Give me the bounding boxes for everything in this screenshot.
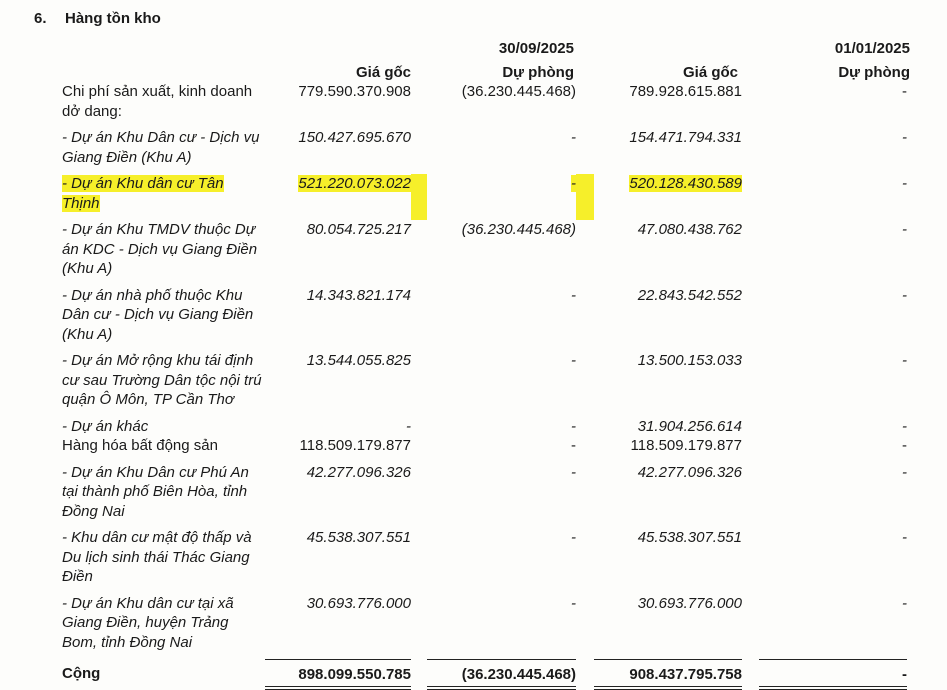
- row-label: [62, 594, 265, 660]
- provision-current-cell-text: -: [571, 463, 576, 481]
- cost-previous-cell-text: 30.693.776.000: [637, 594, 742, 612]
- provision-current-cell: [427, 82, 576, 128]
- spacer-cell: [576, 128, 594, 174]
- spacer-cell: [742, 659, 759, 688]
- provision-current-cell: [427, 659, 576, 688]
- period-previous-header: 01/01/2025: [834, 40, 910, 57]
- cost-current-cell: [265, 417, 411, 437]
- row-label-text: Hàng hóa bất động sản: [62, 437, 218, 454]
- cost-previous-cell-text: 13.500.153.033: [637, 352, 742, 369]
- provision-current-cell-text: -: [571, 594, 576, 612]
- cost-current-cell-text: 779.590.370.908: [298, 83, 411, 100]
- cost-current-cell-text: 30.693.776.000: [306, 594, 411, 612]
- spacer-cell: [411, 528, 427, 594]
- spacer-cell: [411, 220, 427, 286]
- cost-previous-cell-text: 45.538.307.551: [637, 529, 742, 546]
- provision-current-cell-text: (36.230.445.468): [461, 221, 576, 238]
- spacer-cell: [742, 128, 759, 174]
- table-row: [62, 463, 907, 529]
- spacer-cell: [411, 82, 427, 128]
- cost-previous-cell-text: 520.128.430.589: [629, 175, 742, 192]
- spacer-cell: [411, 659, 427, 688]
- provision-previous-cell: [759, 463, 907, 529]
- row-label-text: - Dự án Khu dân cư Tân Thịnh: [62, 175, 224, 212]
- spacer-cell: [576, 463, 594, 529]
- provision-previous-cell-text: -: [902, 594, 907, 612]
- cost-current-cell: [265, 528, 411, 594]
- cost-previous-cell: [594, 436, 742, 463]
- row-label: [62, 417, 265, 437]
- provision-current-cell: [427, 594, 576, 660]
- provision-previous-cell-text: -: [902, 129, 907, 146]
- spacer-cell: [742, 528, 759, 594]
- cost-current-cell: [265, 659, 411, 688]
- table-row: [62, 594, 907, 660]
- cost-previous-cell-text: 154.471.794.331: [629, 129, 742, 146]
- col-cost-previous: Giá gốc: [682, 64, 738, 81]
- cost-current-cell-text: 521.220.073.022: [298, 175, 411, 192]
- provision-previous-cell: [759, 220, 907, 286]
- provision-previous-cell: [759, 594, 907, 660]
- provision-current-cell-text: (36.230.445.468): [461, 665, 576, 683]
- provision-previous-cell-text: -: [902, 175, 907, 192]
- provision-current-cell: [427, 417, 576, 437]
- row-label: [62, 351, 265, 417]
- row-label-text: Cộng: [62, 665, 101, 682]
- spacer-cell: [576, 528, 594, 594]
- row-label: [62, 659, 265, 688]
- provision-current-cell-text: -: [571, 529, 576, 546]
- provision-previous-cell-text: -: [902, 437, 907, 454]
- cost-current-cell-text: 45.538.307.551: [306, 529, 411, 546]
- table-row: [62, 220, 907, 286]
- provision-previous-cell: [759, 82, 907, 128]
- cost-current-cell-text: 150.427.695.670: [298, 129, 411, 146]
- cost-current-cell-text: 118.509.179.877: [299, 437, 411, 454]
- provision-previous-cell: [759, 351, 907, 417]
- col-cost-current: Giá gốc: [355, 64, 411, 81]
- table-row: [62, 417, 907, 437]
- spacer-cell: [411, 594, 427, 660]
- cost-previous-cell: [594, 286, 742, 352]
- spacer-cell: [411, 174, 427, 220]
- spacer-cell: [576, 594, 594, 660]
- spacer-cell: [742, 174, 759, 220]
- provision-current-cell: [427, 174, 576, 220]
- provision-current-cell: [427, 463, 576, 529]
- row-label-text: - Dự án Khu TMDV thuộc Dự án KDC - Dịch vụ Giang Điền (Khu A): [62, 221, 258, 277]
- table-row: [62, 528, 907, 594]
- provision-previous-cell: [759, 174, 907, 220]
- spacer-cell: [742, 82, 759, 128]
- cost-previous-cell-text: 118.509.179.877: [630, 437, 742, 454]
- cost-previous-cell: [594, 659, 742, 688]
- spacer-cell: [742, 351, 759, 417]
- cost-current-cell: [265, 594, 411, 660]
- provision-previous-cell: [759, 286, 907, 352]
- cost-previous-cell: [594, 463, 742, 529]
- cost-previous-cell: [594, 351, 742, 417]
- row-label: [62, 128, 265, 174]
- spacer-cell: [411, 286, 427, 352]
- spacer-cell: [576, 220, 594, 286]
- provision-previous-cell: [759, 128, 907, 174]
- col-provision-current: Dự phòng: [502, 64, 574, 81]
- section-title: Hàng tồn kho: [65, 10, 161, 27]
- provision-current-cell: [427, 351, 576, 417]
- row-label-text: - Dự án Khu Dân cư Phú An tại thành phố Biên Hòa, tỉnh Đồng Nai: [62, 463, 249, 520]
- inventory-table: [62, 82, 907, 690]
- cost-current-cell: [265, 436, 411, 463]
- cost-current-cell: [265, 82, 411, 128]
- spacer-cell: [742, 594, 759, 660]
- spacer-cell: [742, 220, 759, 286]
- row-label: [62, 174, 265, 220]
- spacer-cell: [411, 436, 427, 463]
- spacer-cell: [411, 417, 427, 437]
- spacer-cell: [742, 286, 759, 352]
- cost-previous-cell-text: 789.928.615.881: [629, 83, 742, 100]
- cost-current-cell: [265, 220, 411, 286]
- table-row: [62, 128, 907, 174]
- section-number: 6.: [34, 10, 47, 27]
- cost-previous-cell: [594, 174, 742, 220]
- period-current-header: 30/09/2025: [498, 40, 574, 57]
- cost-current-cell-text: 13.544.055.825: [306, 352, 411, 369]
- cost-previous-cell: [594, 417, 742, 437]
- spacer-cell: [576, 351, 594, 417]
- row-label-text: - Khu dân cư mật độ thấp và Du lịch sinh thái Thác Giang Điền: [62, 529, 252, 585]
- table-row: [62, 174, 907, 220]
- provision-current-cell-text: -: [571, 129, 576, 146]
- cost-previous-cell: [594, 594, 742, 660]
- spacer-cell: [411, 463, 427, 529]
- provision-current-cell-text: -: [571, 286, 576, 304]
- cost-current-cell: [265, 463, 411, 529]
- provision-previous-cell-text: -: [902, 286, 907, 304]
- section-heading: [34, 10, 161, 27]
- provision-current-cell-text: (36.230.445.468): [461, 83, 576, 100]
- spacer-cell: [411, 351, 427, 417]
- table-row: [62, 436, 907, 463]
- row-label-text: Chi phí sản xuất, kinh doanh dở dang:: [62, 83, 253, 120]
- cost-previous-cell-text: 42.277.096.326: [637, 463, 742, 481]
- spacer-cell: [576, 286, 594, 352]
- provision-previous-cell: [759, 417, 907, 437]
- cost-current-cell-text: -: [406, 417, 411, 435]
- provision-previous-cell: [759, 528, 907, 594]
- inventory-rows: [62, 82, 907, 688]
- cost-previous-cell-text: 47.080.438.762: [637, 221, 742, 238]
- spacer-cell: [576, 417, 594, 437]
- provision-previous-cell-text: -: [902, 529, 907, 546]
- row-label: [62, 220, 265, 286]
- row-label: [62, 436, 265, 463]
- spacer-cell: [576, 82, 594, 128]
- col-provision-previous: Dự phòng: [838, 64, 910, 81]
- spacer-cell: [742, 436, 759, 463]
- provision-current-cell: [427, 220, 576, 286]
- spacer-cell: [576, 436, 594, 463]
- row-label-text: - Dự án Mở rộng khu tái định cư sau Trường Dân tộc nội trú quận Ô Môn, TP Cần Thơ: [62, 352, 262, 408]
- provision-current-cell-text: -: [571, 417, 576, 435]
- provision-current-cell-text: -: [571, 175, 576, 192]
- provision-previous-cell-text: -: [902, 417, 907, 435]
- cost-current-cell-text: 14.343.821.174: [306, 286, 411, 304]
- cost-previous-cell: [594, 128, 742, 174]
- cost-current-cell: [265, 286, 411, 352]
- provision-previous-cell-text: -: [902, 463, 907, 481]
- row-label: [62, 82, 265, 128]
- table-row: [62, 351, 907, 417]
- cost-current-cell: [265, 174, 411, 220]
- cost-current-cell: [265, 128, 411, 174]
- provision-previous-cell-text: -: [902, 665, 907, 683]
- row-label: [62, 286, 265, 352]
- provision-current-cell: [427, 436, 576, 463]
- provision-current-cell: [427, 286, 576, 352]
- provision-previous-cell: [759, 436, 907, 463]
- provision-previous-cell-text: -: [902, 221, 907, 238]
- cost-current-cell-text: 80.054.725.217: [306, 221, 411, 238]
- cost-previous-cell: [594, 82, 742, 128]
- spacer-cell: [411, 128, 427, 174]
- spacer-cell: [576, 659, 594, 688]
- table-row: [62, 286, 907, 352]
- cost-current-cell-text: 898.099.550.785: [298, 665, 411, 683]
- provision-previous-cell-text: -: [902, 83, 907, 100]
- spacer-cell: [576, 174, 594, 220]
- cost-previous-cell-text: 31.904.256.614: [637, 417, 742, 435]
- total-row: [62, 659, 907, 688]
- spacer-cell: [742, 417, 759, 437]
- row-label-text: - Dự án Khu dân cư tại xã Giang Điền, huyện Trảng Bom, tỉnh Đồng Nai: [62, 594, 234, 651]
- row-label-text: - Dự án nhà phố thuộc Khu Dân cư - Dịch vụ Giang Điền (Khu A): [62, 286, 254, 343]
- cost-current-cell-text: 42.277.096.326: [306, 463, 411, 481]
- cost-previous-cell-text: 908.437.795.758: [629, 665, 742, 683]
- spacer-cell: [742, 463, 759, 529]
- cost-previous-cell: [594, 220, 742, 286]
- row-label-text: - Dự án Khu Dân cư - Dịch vụ Giang Điền (Khu A): [62, 129, 260, 166]
- provision-current-cell: [427, 528, 576, 594]
- cost-previous-cell: [594, 528, 742, 594]
- provision-current-cell-text: -: [571, 352, 576, 369]
- provision-current-cell-text: -: [571, 437, 576, 454]
- cost-previous-cell-text: 22.843.542.552: [637, 286, 742, 304]
- provision-current-cell: [427, 128, 576, 174]
- provision-previous-cell: [759, 659, 907, 688]
- row-label: [62, 528, 265, 594]
- row-label: [62, 463, 265, 529]
- provision-previous-cell-text: -: [902, 352, 907, 369]
- table-row: [62, 82, 907, 128]
- cost-current-cell: [265, 351, 411, 417]
- row-label-text: - Dự án khác: [62, 417, 149, 435]
